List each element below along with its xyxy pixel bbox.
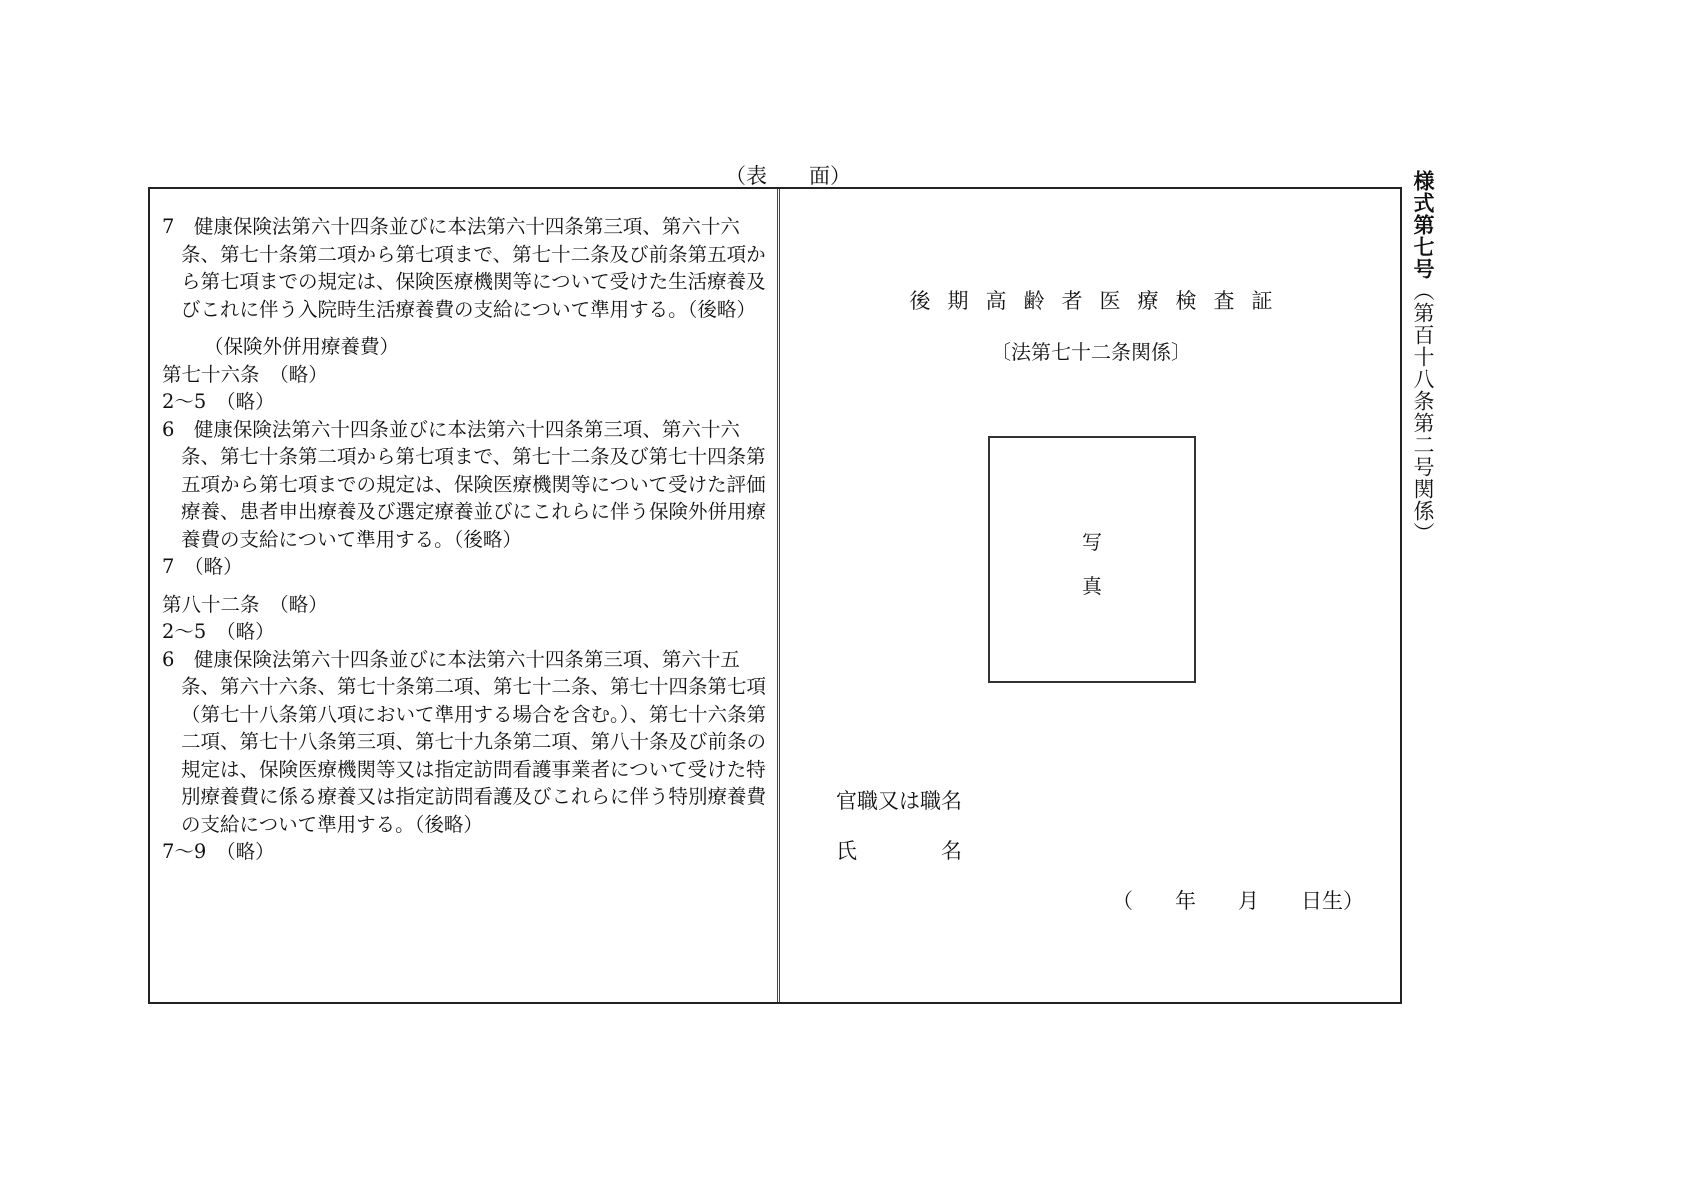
inspection-card-form	[148, 187, 1402, 1004]
official-title-label: 官職又は職名	[836, 789, 962, 813]
back-side-text	[162, 213, 767, 866]
card-title: 後期高齢者医療検査証	[909, 289, 1290, 313]
paragraph: 7～9 （略）	[162, 840, 275, 863]
article-heading: 第七十六条 （略）	[162, 362, 328, 386]
article-heading: 第八十二条 （略）	[162, 592, 328, 616]
article-caption: （保険外併用療養費）	[204, 335, 400, 358]
related-article: （第百十八条第二号関係）	[1411, 280, 1435, 544]
form-number-label	[1412, 170, 1434, 544]
paragraph: 6 健康保険法第六十四条並びに本法第六十四条第三項、第六十六条、第七十条第二項から第七項まで、第七十二条及び第七十四条第五項から第七項までの規定は、保険医療機関等について受けた評価療養、患者申出療養及び選定療養並びにこれらに伴う保険外併用療養費の支給について準用する。（後略）	[162, 417, 767, 551]
paragraph: 7 健康保険法第六十四条並びに本法第六十四条第三項、第六十六条、第七十条第二項から第七項まで、第七十二条及び前条第五項から第七項までの規定は、保険医療機関等について受けた生活療養及びこれに伴う入院時生活療養費の支給について準用する。（後略）	[162, 215, 766, 321]
face-label: （表 面）	[725, 164, 851, 188]
photo-box	[988, 436, 1196, 683]
photo-label-bottom: 真	[1082, 574, 1102, 598]
paragraph: 2～5 （略）	[162, 620, 275, 643]
photo-label-top: 写	[1082, 530, 1102, 554]
paragraph: 7 （略）	[162, 555, 243, 578]
name-label: 氏 名	[836, 839, 962, 863]
birth-date-field: （ 年 月 日生）	[1112, 889, 1364, 913]
paragraph: 2～5 （略）	[162, 390, 275, 413]
card-subtitle: 〔法第七十二条関係〕	[991, 340, 1191, 364]
paragraph: 6 健康保険法第六十四条並びに本法第六十四条第三項、第六十五条、第六十六条、第七十条第二項、第七十二条、第七十四条第七項（第七十八条第八項において準用する場合を含む。）、第七十六条第二項、第七十八条第三項、第七十九条第二項、第八十条及び前条の規定は、保険医療機関等又は指定訪問看護事業者について受けた特別療養費に係る療養又は指定訪問看護及びこれらに伴う特別療養費の支給について準用する。（後略）	[162, 647, 767, 836]
form-number: 様式第七号	[1411, 170, 1436, 280]
